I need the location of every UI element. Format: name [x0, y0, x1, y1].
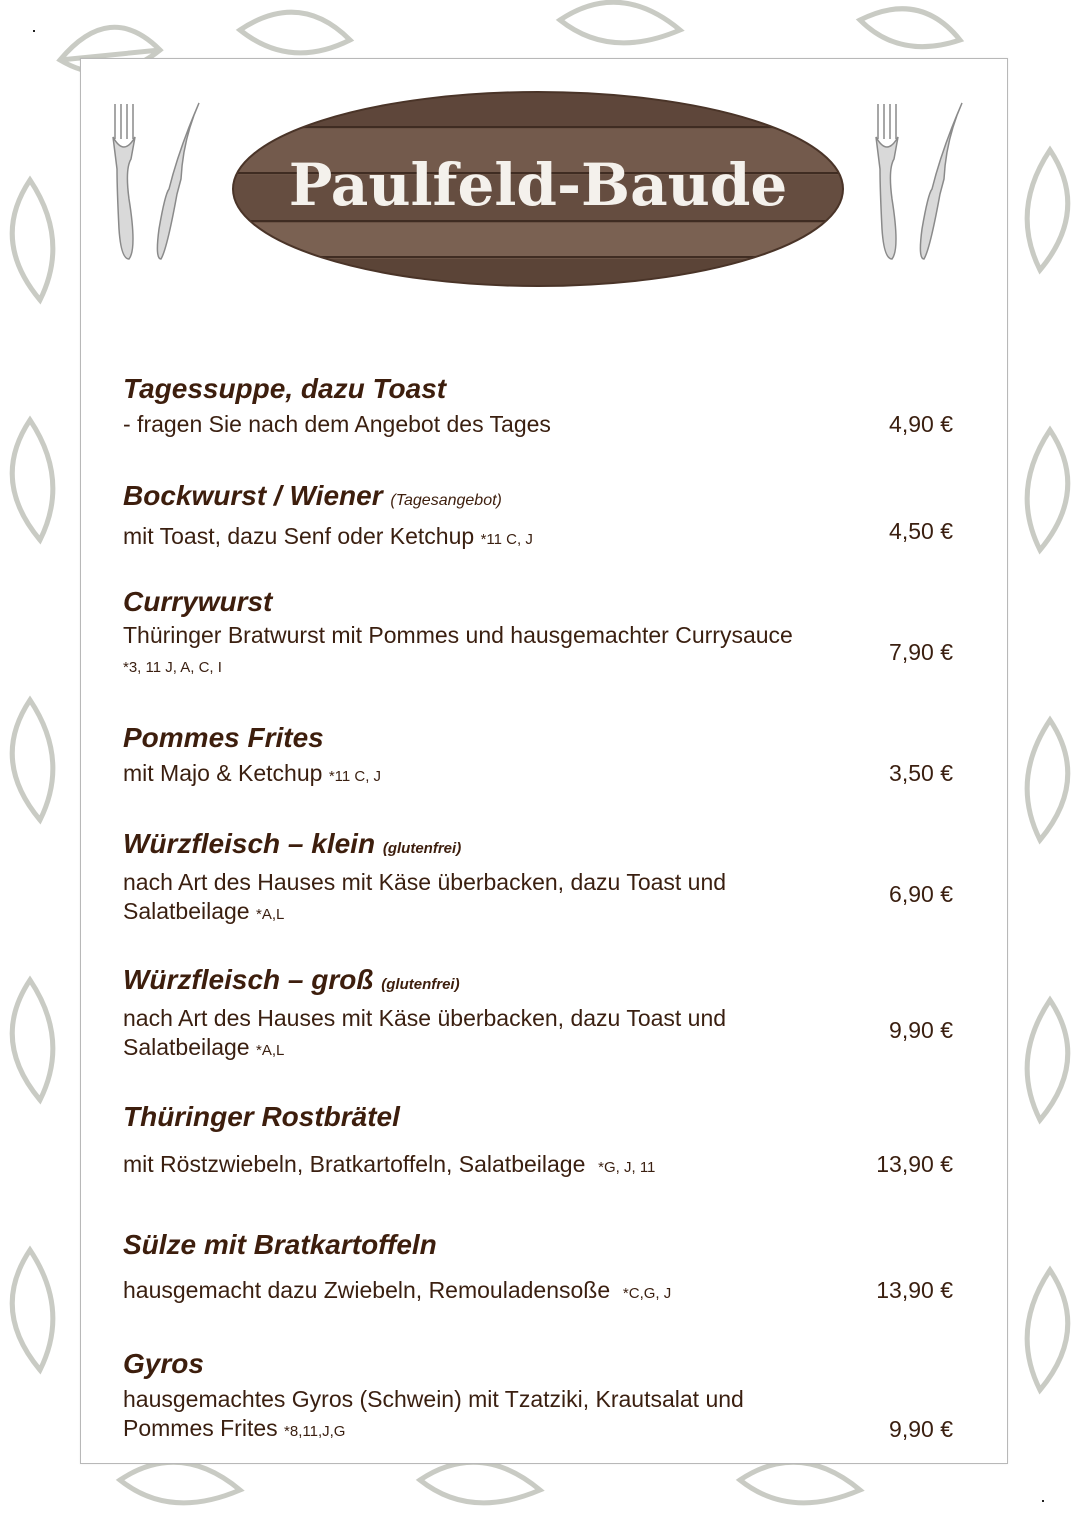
logo-text: Paulfeld-Baude — [288, 151, 788, 219]
item-price: 9,90 € — [889, 1416, 953, 1442]
menu-card — [80, 58, 1008, 1464]
menu-item — [123, 372, 963, 439]
fork-knife-icon — [866, 99, 976, 269]
item-title: Currywurst — [123, 586, 273, 617]
item-price: 13,90 € — [876, 1151, 953, 1177]
item-description: mit Majo & Ketchup *11 C, J — [123, 760, 382, 786]
item-price: 4,50 € — [889, 518, 953, 544]
item-title: Tagessuppe, dazu Toast — [123, 373, 447, 404]
item-price: 9,90 € — [889, 1017, 953, 1043]
item-price: 13,90 € — [876, 1277, 953, 1303]
item-price: 6,90 € — [889, 881, 953, 907]
item-description: mit Toast, dazu Senf oder Ketchup *11 C, J — [123, 523, 533, 549]
item-title: Gyros — [123, 1348, 204, 1379]
item-description: Thüringer Bratwurst mit Pommes und hausgemachter Currysauce *3, 11 J, A, C, I — [123, 622, 793, 676]
corner-dot — [33, 30, 35, 32]
menu-item — [123, 1100, 963, 1182]
item-title: Pommes Frites — [123, 722, 324, 753]
menu-item — [123, 1347, 963, 1446]
item-description: nach Art des Hauses mit Käse überbacken, dazu Toast und Salatbeilage *A,L — [123, 1005, 727, 1060]
item-title: Würzfleisch – klein (glutenfrei) — [123, 828, 462, 859]
menu-item — [123, 479, 963, 554]
item-price: 7,90 € — [889, 639, 953, 665]
item-description: hausgemachtes Gyros (Schwein) mit Tzatziki, Krautsalat und Pommes Frites *8,11,J,G — [123, 1386, 744, 1441]
restaurant-logo — [231, 89, 846, 289]
fork-knife-icon — [103, 99, 213, 269]
item-price: 4,90 € — [889, 411, 953, 437]
item-title: Thüringer Rostbrätel — [123, 1101, 400, 1132]
menu-item — [123, 827, 963, 929]
item-title: Bockwurst / Wiener (Tagesangebot) — [123, 480, 502, 511]
menu-item — [123, 963, 963, 1065]
item-description: hausgemacht dazu Zwiebeln, Remouladensoße *C,G, J — [123, 1277, 672, 1303]
menu-item — [123, 1228, 963, 1308]
item-title: Sülze mit Bratkartoffeln — [123, 1229, 437, 1260]
menu-item — [123, 585, 963, 682]
item-description: nach Art des Hauses mit Käse überbacken, dazu Toast und Salatbeilage *A,L — [123, 869, 727, 924]
item-title: Würzfleisch – groß (glutenfrei) — [123, 964, 460, 995]
menu-item — [123, 721, 963, 791]
item-description: mit Röstzwiebeln, Bratkartoffeln, Salatbeilage *G, J, 11 — [123, 1151, 656, 1177]
item-price: 3,50 € — [889, 760, 953, 786]
item-description: - fragen Sie nach dem Angebot des Tages — [123, 411, 551, 437]
corner-dot — [1042, 1500, 1044, 1502]
